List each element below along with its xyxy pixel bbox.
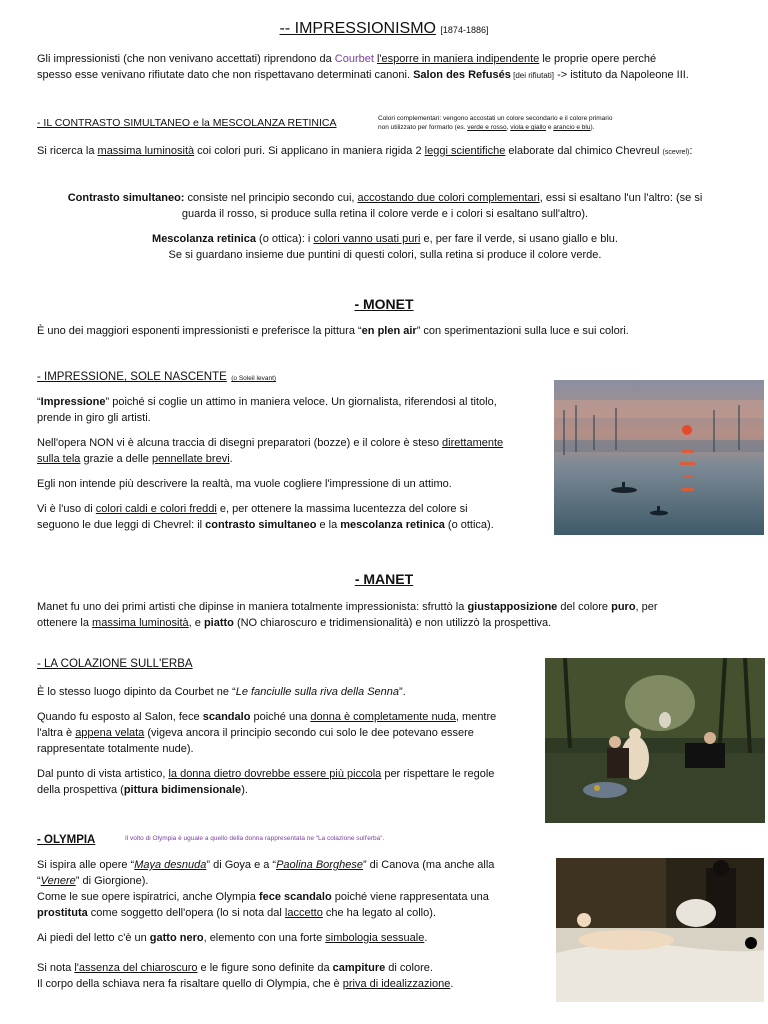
title-main: -- IMPRESSIONISMO [279, 20, 436, 37]
monet-heading: - MONET [354, 296, 414, 312]
colazione-text: È lo stesso luogo dipinto da Courbet ne “Le fanciulle sulla riva della Senna”. Quando fu esposto al Salon, fece scandalo poiché una donna è completamente nuda, mentre l'altra è appena velata (vigeva ancora il principio secondo cui solo le dee potevano essere rappresentate totalmente nude). Dal punto di vista artistico, la donna dietro dovrebbe essere più piccola per rispettare le regole della prospettiva (pittura bidimensionale). [37, 686, 497, 796]
contrasto-simultaneo-paragraph: Contrasto simultaneo: consiste nel principio secondo cui, accostando due colori complementari, essi si esaltano l'un l'altro: (se si guarda il rosso, si produce sulla retina il colore verde e i colori si esaltano sull'altro). [67, 192, 703, 220]
courbet-name: Courbet [334, 53, 374, 65]
contrasto-heading: - IL CONTRASTO SIMULTANEO e la MESCOLANZA RETINICA [37, 117, 337, 129]
intro-paragraph: Gli impressionisti (che non venivano accettati) riprendono da Courbet l'esporre in maniera indipendente le proprie opere perché spesso esse venivano rifiutate dato che non rispettavano determinati canoni. Salon des Refusés [dei rifiutati] -> istituto da Napoleone III. [37, 53, 689, 81]
mescolanza-retinica-paragraph: Mescolanza retinica (o ottica): i colori vanno usati puri e, per fare il verde, si usano giallo e blu. Se si guardano insieme due puntini di questi colori, sulla retina si produce il colore verde. [152, 233, 618, 261]
impressione-heading: - IMPRESSIONE, SOLE NASCENTE (o Soleil levant) [37, 371, 277, 383]
colazione-heading: - LA COLAZIONE SULL'ERBA [37, 658, 193, 670]
colazione-painting [545, 658, 765, 823]
olympia-heading: - OLYMPIA [37, 834, 96, 846]
title-years: [1874-1886] [440, 25, 489, 35]
impressione-painting [554, 380, 764, 535]
monet-intro: È uno dei maggiori esponenti impressionisti e preferisce la pittura “en plen air” con sperimentazioni sulla luce e sui colori. [37, 325, 629, 337]
chevreul-paragraph: Si ricerca la massima luminosità coi colori puri. Si applicano in maniera rigida 2 leggi scientifiche elaborate dal chimico Chevreul (scevrel): [37, 145, 693, 157]
olympia-painting [556, 858, 764, 1002]
olympia-note: Il volto di Olympia è uguale a quello della donna rappresentata ne “La colazione sull'erba”. [125, 835, 385, 842]
page-title [0, 20, 768, 38]
manet-intro: Manet fu uno dei primi artisti che dipinse in maniera totalmente impressionista: sfruttò la giustapposizione del colore puro, per ottenere la massima luminosità, e piatto (NO chiaroscuro e tridimensionalità) e non utilizzò la prospettiva. [37, 601, 658, 629]
complementari-note: Colori complementari: vengono accostati un colore secondario e il colore primario non utilizzato per formarlo (es. verde e rosso, viola e giallo e arancio e blu). [378, 115, 613, 131]
manet-heading: - MANET [354, 571, 414, 587]
olympia-text: Si ispira alle opere “Maya desnuda” di Goya e a “Paolina Borghese” di Canova (ma anche alla “Venere” di Giorgione). Come le sue opere ispiratrici, anche Olympia fece scandalo poiché viene rappresentata una prostituta come soggetto dell'opera (lo si nota dal laccetto che ha legato al collo). Ai piedi del letto c'è un gatto nero, elemento con una forte simbologia sessuale. Si nota l'assenza del chiaroscuro e le figure sono definite da campiture di colore. Il corpo della schiava nera fa risaltare quello di Olympia, che è priva di idealizzazione. [37, 859, 495, 990]
impressione-text: “Impressione” poiché si coglie un attimo in maniera veloce. Un giornalista, riferendosi al titolo, prende in giro gli artisti. Nell'opera NON vi è alcuna traccia di disegni preparatori (bozze) e il colore è steso direttamente sulla tela grazie a delle pennellate brevi. Egli non intende più descrivere la realtà, ma vuole cogliere l'impressione di un attimo. Vi è l'uso di colori caldi e colori freddi e, per ottenere la massima lucentezza del colore si seguono le due leggi di Chevrel: il contrasto simultaneo e la mescolanza retinica (o ottica). [37, 396, 504, 531]
